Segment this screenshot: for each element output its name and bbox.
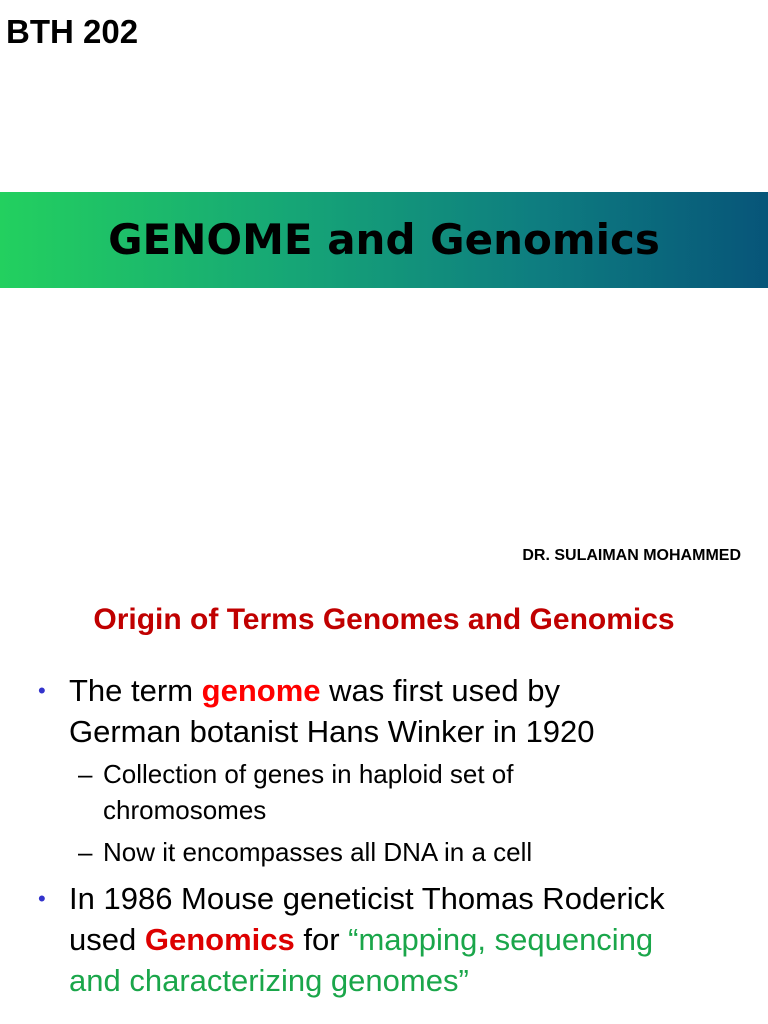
- bullet-list: [0, 670, 768, 1001]
- author-name: DR. SULAIMAN MOHAMMED: [522, 547, 741, 564]
- sub-bullet-item: [0, 834, 768, 870]
- sub-bullet-marker: –: [78, 837, 93, 867]
- bullet-marker: •: [38, 678, 46, 703]
- bullet-text: In 1986 Mouse geneticist Thomas Roderick: [69, 881, 665, 916]
- bullet-marker: •: [38, 886, 46, 911]
- sub-bullet-text: Collection of genes in haploid set of: [103, 759, 514, 789]
- quote-text: and characterizing genomes”: [69, 963, 469, 998]
- quote-text: “mapping, sequencing: [348, 922, 654, 957]
- sub-bullet-item: [0, 756, 768, 828]
- bullet-text: used: [69, 922, 145, 957]
- highlight-genomics: Genomics: [144, 922, 295, 957]
- sub-bullet-marker: –: [78, 759, 93, 789]
- sub-bullet-text: Now it encompasses all DNA in a cell: [103, 837, 533, 867]
- sub-bullet-text: chromosomes: [103, 795, 267, 825]
- title-banner: [0, 192, 768, 288]
- bullet-text: The term: [69, 673, 202, 708]
- bullet-text: for: [294, 922, 349, 957]
- section-heading: Origin of Terms Genomes and Genomics: [93, 603, 675, 636]
- bullet-text: German botanist Hans Winker in 1920: [69, 714, 595, 749]
- bullet-item-genome-term: [0, 670, 768, 752]
- slide-title: GENOME and Genomics: [108, 215, 660, 264]
- bullet-item-genomics-term: [0, 878, 768, 1001]
- bullet-text: was first used by: [320, 673, 560, 708]
- course-code: BTH 202: [6, 13, 139, 50]
- highlight-genome: genome: [201, 673, 321, 708]
